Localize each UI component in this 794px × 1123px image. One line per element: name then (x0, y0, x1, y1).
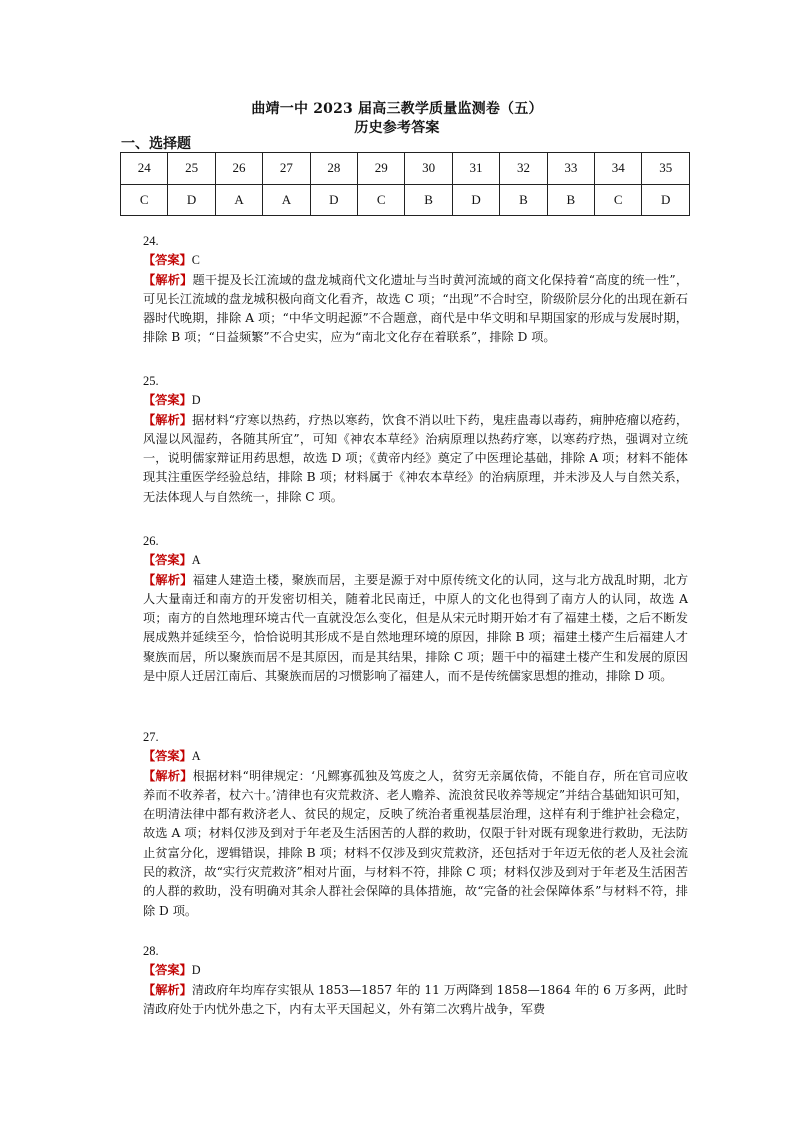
answer-cell: B (500, 184, 547, 216)
answer-cell: B (547, 184, 594, 216)
question-block (143, 532, 688, 686)
answer-tag: 【答案】 (143, 963, 192, 978)
question-number-cell: 28 (310, 153, 357, 185)
answer-value: A (191, 749, 201, 764)
question-number: 24. (143, 234, 159, 248)
page-title: 曲靖一中 2023 届高三教学质量监测卷（五） (251, 101, 543, 117)
question-block (143, 942, 688, 1019)
answer-tag: 【答案】 (143, 393, 192, 408)
analysis-tag: 【解析】 (143, 768, 193, 783)
answer-cell: C (595, 184, 642, 216)
question-number-cell: 33 (547, 153, 594, 185)
answer-table (120, 152, 690, 216)
analysis-tag: 【解析】 (143, 412, 192, 427)
answer-tag: 【答案】 (143, 749, 192, 764)
answer-value: D (191, 393, 201, 408)
answer-cell: D (452, 184, 499, 216)
section-title: 一、选择题 (121, 136, 191, 152)
analysis-text: 福建人建造土楼，聚族而居，主要是源于对中原传统文化的认同，这与北方战乱时期，北方人大量南迁和南方的开发密切相关，随着北民南迁，中原人的文化也得到了南方人的认同，故选 A 项；南方的自然地理环境古代一直就没怎么变化，但是从宋元时期开始才有了福建土楼，之后不断发展成熟并延续至今，恰恰说明其形成不是自然地理环境的原因，排除 B 项；福建土楼产生后福建人才聚族而居，所以聚族而居不是其原因，而是其结果，排除 C 项；题干中的福建土楼产生和发展的原因是中原人迁居江南后、其聚族而居的习惯影响了福建人，而不是传统儒家思想的推动，排除 D 项。 (143, 572, 689, 684)
analysis-tag: 【解析】 (143, 272, 193, 287)
answer-cell: D (642, 184, 690, 216)
answer-table-answer-row (121, 184, 690, 216)
question-number-cell: 30 (405, 153, 452, 185)
question-number: 25. (143, 374, 159, 388)
analysis-tag: 【解析】 (143, 572, 193, 587)
answer-tag: 【答案】 (143, 553, 192, 568)
analysis-tag: 【解析】 (143, 982, 192, 997)
question-number-cell: 35 (642, 153, 690, 185)
answer-cell: B (405, 184, 452, 216)
question-block (143, 728, 688, 921)
question-number-cell: 34 (595, 153, 642, 185)
answer-cell: D (310, 184, 357, 216)
question-number-cell: 25 (168, 153, 215, 185)
analysis-text: 据材料“疗寒以热药，疗热以寒药，饮食不消以吐下药，鬼疰蛊毒以毒药，痈肿疮瘤以疮药，风湿以风湿药，各随其所宜”，可知《神农本草经》治病原理以热药疗寒，以寒药疗热，强调对立统一，说明儒家辩证用药思想，故选 D 项；《黄帝内经》奠定了中医理论基础，排除 A 项；材料不能体现其注重医学经验总结，排除 B 项；材料属于《神农本草经》的治病原理，并未涉及人与自然关系，无法体现人与自然统一，排除 C 项。 (143, 412, 689, 504)
answer-cell: C (358, 184, 405, 216)
answer-cell: C (121, 184, 168, 216)
answer-table-number-row (121, 153, 690, 185)
page-subtitle: 历史参考答案 (354, 120, 440, 136)
question-block (143, 372, 688, 507)
question-block (143, 232, 688, 348)
analysis-text: 题干提及长江流域的盘龙城商代文化遗址与当时黄河流域的商文化保持着“高度的统一性”，可见长江流域的盘龙城积极向商文化看齐，故选 C 项；“出现”不合时空，阶级阶层分化的出现在新石器时代晚期，排除 A 项；“中华文明起源”不合题意，商代是中华文明和早期国家的形成与发展时期，排除 B 项；“日益频繁”不合史实，应为“南北文化存在着联系”，排除 D 项。 (143, 272, 689, 345)
answer-value: C (191, 253, 200, 268)
answer-cell: A (215, 184, 262, 216)
question-number: 28. (143, 944, 159, 958)
question-number: 27. (143, 730, 159, 744)
question-number-cell: 32 (500, 153, 547, 185)
answer-cell: A (263, 184, 310, 216)
answer-value: A (191, 553, 201, 568)
question-number-cell: 29 (358, 153, 405, 185)
analysis-text: 清政府年均库存实银从 1853—1857 年的 11 万两降到 1858—1864 年的 6 万多两，此时清政府处于内忧外患之下，内有太平天国起义，外有第二次鸦片战争，军费 (143, 982, 688, 1016)
question-number-cell: 27 (263, 153, 310, 185)
answer-value: D (191, 963, 201, 978)
question-number-cell: 31 (452, 153, 499, 185)
analysis-text: 根据材料“明律规定：‘凡鳏寡孤独及笃废之人，贫穷无亲属依倚，不能自存，所在官司应收养而不收养者，杖六十。’清律也有灾荒救济、老人赡养、流浪贫民收养等规定”并结合基础知识可知，在明清法律中都有救济老人、贫民的规定，反映了统治者重视基层治理，这样有利于维护社会稳定，故选 A 项；材料仅涉及到对于年老及生活困苦的人群的救助，仅限于针对既有现象进行救助，无法防止贫富分化，逻辑错误，排除 B 项；材料不仅涉及到灾荒救济，还包括对于年迈无依的老人及社会流民的救济，故“实行灾荒救济”相对片面，与材料不符，排除 C 项；材料仅涉及到对于年老及生活困苦的人群的救助，没有明确对其余人群社会保障的具体措施，故“完备的社会保障体系”与材料不符，排除 D 项。 (143, 768, 688, 918)
question-number-cell: 24 (121, 153, 168, 185)
answer-tag: 【答案】 (143, 253, 192, 268)
answer-cell: D (168, 184, 215, 216)
question-number: 26. (143, 534, 159, 548)
question-number-cell: 26 (215, 153, 262, 185)
